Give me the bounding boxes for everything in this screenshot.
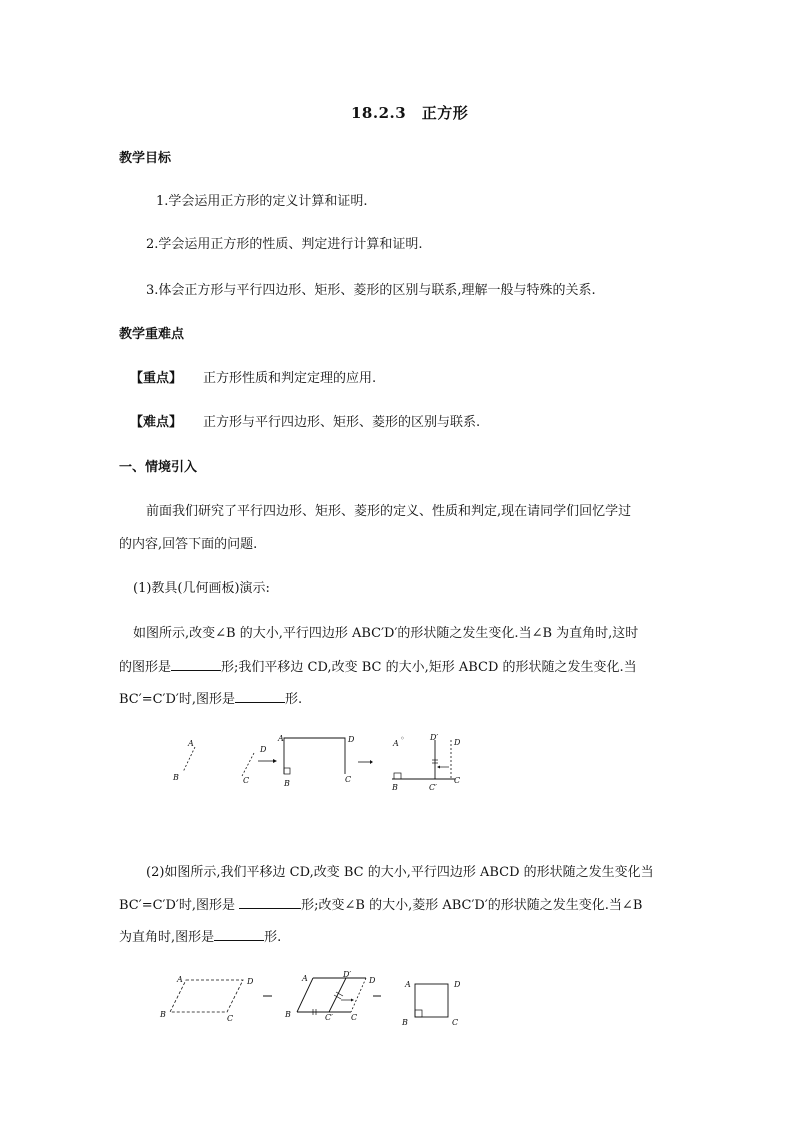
vertex-label: B [392,783,398,792]
vertex-label: A [188,739,194,748]
vertex-label: A [405,980,411,989]
side-line [329,978,346,1012]
dashed-side [242,753,254,776]
paragraph-line [119,690,302,709]
key-points-heading: 教学重难点 [119,327,185,342]
vertex-label: A [302,974,308,983]
vertex-label: D′ [430,733,439,742]
vertex-label: D [454,738,461,747]
text-span: 的图形是 [119,660,172,675]
text-span: 形. [264,930,282,945]
answer-blank[interactable] [235,690,285,703]
vertex-label: D′ [343,970,352,979]
intro-heading: 一、情境引入 [119,460,198,475]
vertex-label: B [173,773,179,782]
vertex-label: B [402,1018,408,1027]
question-label: (1)教具(几何画板)演示: [133,581,270,596]
vertex-label: D [454,980,461,989]
arrow-head [351,999,354,1002]
dashed-side [183,747,195,772]
vertex-label: B [160,1010,166,1019]
vertex-label: C [243,776,250,785]
vertex-label: D [260,745,267,754]
dashed-parallelogram [170,980,243,1012]
text-span: 形;我们平移边 CD,改变 BC 的大小,矩形 ABCD 的形状随之发生变化.当 [221,660,637,675]
vertex-label: A [177,975,183,984]
objective-item: 3.体会正方形与平行四边形、矩形、菱形的区别与联系,理解一般与特殊的关系. [146,283,596,298]
vertex-label: D [369,976,376,985]
paragraph-line [119,896,642,915]
key-point-text: 正方形性质和判定定理的应用. [203,371,377,386]
vertex-label: C′ [429,783,437,792]
vertex-label: C′ [325,1013,333,1022]
page-title: 18.2.3 正方形 [351,104,469,122]
figure-2-diagram [155,970,475,1030]
paragraph-line: 如图所示,改变∠B 的大小,平行四边形 ABC′D′的形状随之发生变化.当∠B 为直角时,这时 [133,626,639,641]
square [415,984,448,1017]
paragraph-line: 的内容,回答下面的问题. [119,537,258,552]
vertex-label: B [285,1010,291,1019]
paragraph-line: 前面我们研究了平行四边形、矩形、菱形的定义、性质和判定,现在请同学们回忆学过 [146,504,632,519]
tiny-mark: ◦ [400,734,405,743]
vertex-label: D [348,735,355,744]
paragraph-line [119,658,637,677]
answer-blank[interactable] [239,896,301,909]
text-span: 形. [285,692,303,707]
vertex-label: B [284,779,290,788]
right-angle-mark [415,1010,422,1017]
objective-item: 2.学会运用正方形的性质、判定进行计算和证明. [146,237,423,252]
vertex-label: C [227,1014,234,1023]
vertex-label: C [351,1013,358,1022]
right-angle-mark [394,773,401,779]
rectangle [284,738,345,774]
difficulty-text: 正方形与平行四边形、矩形、菱形的区别与联系. [203,415,481,430]
text-span: 为直角时,图形是 [119,930,215,945]
vertex-label: D [247,977,254,986]
answer-blank[interactable] [214,928,264,941]
vertex-label: A [278,734,284,743]
paragraph-line: (2)如图所示,我们平移边 CD,改变 BC 的大小,平行四边形 ABCD 的形状随之发生变化当 [146,865,654,880]
dashed-side [351,978,366,1012]
arrow-head [370,760,373,764]
paragraph-line [119,928,281,947]
right-angle-mark [284,768,290,774]
answer-blank[interactable] [171,658,221,671]
arrow-head [437,766,440,769]
arrow-head [273,759,277,763]
vertex-label: C [452,1018,459,1027]
text-span: BC′=C′D′时,图形是 [119,692,235,707]
text-span: 形;改变∠B 的大小,菱形 ABC′D′的形状随之发生变化.当∠B [301,898,643,913]
vertex-label: A [393,739,399,748]
objective-item: 1.学会运用正方形的定义计算和证明. [156,194,368,209]
text-span: BC′=C′D′时,图形是 [119,898,240,913]
objectives-heading: 教学目标 [119,151,172,166]
vertex-label: C [454,776,461,785]
vertex-label: C [345,775,352,784]
key-point-tag: 【重点】 [130,371,183,386]
side-line [297,978,313,1012]
figure-1-diagram [170,730,490,800]
difficulty-tag: 【难点】 [130,415,183,430]
